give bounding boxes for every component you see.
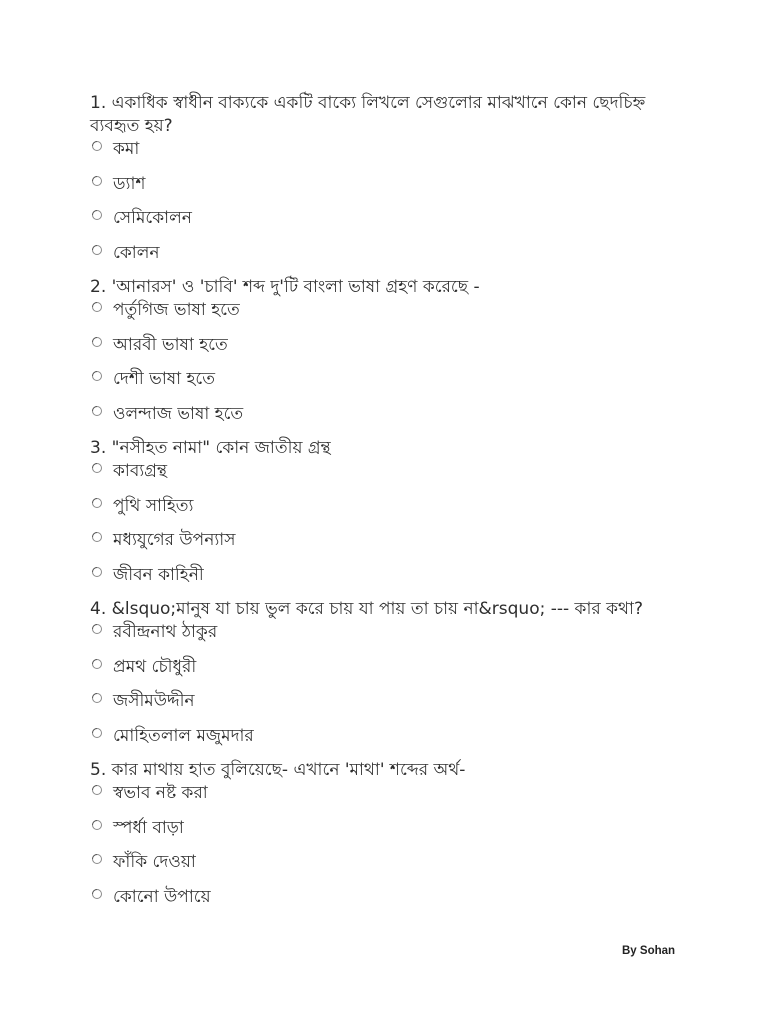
answer-option	[90, 173, 690, 196]
option-label: কাব্যগ্রন্থ	[113, 461, 167, 481]
radio-circle-icon	[92, 854, 102, 864]
author-credit: By Sohan	[622, 945, 676, 957]
radio-circle-icon	[92, 820, 102, 830]
answer-option	[90, 782, 690, 805]
question-3	[90, 437, 690, 587]
question-2	[90, 276, 690, 426]
question-text: 5. কার মাথায় হাত বুলিয়েছে- এখানে 'মাথা' শব্দের অর্থ-	[90, 760, 466, 780]
radio-circle-icon	[92, 463, 102, 473]
answer-option	[90, 690, 690, 713]
option-label: পুথি সাহিত্য	[113, 495, 194, 516]
question-4	[90, 598, 690, 748]
option-label: ড্যাশ	[113, 173, 146, 194]
radio-circle-icon	[92, 302, 102, 312]
radio-circle-icon	[92, 498, 102, 508]
question-text: 1. একাধিক স্বাধীন বাক্যকে একটি বাক্যে লিখলে সেগুলোর মাঝখানে কোন ছেদচিহ্ন ব্যবহৃত হয়?	[90, 93, 646, 136]
option-label: স্বভাব নষ্ট করা	[113, 783, 208, 803]
radio-circle-icon	[92, 141, 102, 151]
radio-circle-icon	[92, 889, 102, 899]
answer-option	[90, 621, 690, 644]
radio-circle-icon	[92, 406, 102, 416]
question-text: 4. &lsquo;মানুষ যা চায় ভুল করে চায় যা পায় তা চায় না&rsquo; --- কার কথা?	[90, 599, 643, 619]
question-1	[90, 92, 690, 265]
option-label: রবীন্দ্রনাথ ঠাকুর	[113, 622, 218, 642]
radio-circle-icon	[92, 728, 102, 738]
option-label: মধ্যযুগের উপন্যাস	[113, 530, 236, 550]
option-label: স্পর্ধা বাড়া	[113, 817, 184, 838]
answer-option	[90, 564, 690, 587]
radio-circle-icon	[92, 337, 102, 347]
option-label: পর্তুগিজ ভাষা হতে	[113, 300, 240, 320]
radio-circle-icon	[92, 532, 102, 542]
option-label: সেমিকোলন	[113, 208, 192, 228]
answer-option	[90, 460, 690, 483]
radio-circle-icon	[92, 567, 102, 577]
quiz-list	[90, 92, 690, 909]
radio-circle-icon	[92, 176, 102, 186]
option-label: দেশী ভাষা হতে	[113, 369, 215, 389]
option-label: জসীমউদ্দীন	[113, 691, 195, 711]
answer-option	[90, 207, 690, 230]
answer-option	[90, 725, 690, 748]
option-label: জীবন কাহিনী	[113, 564, 204, 585]
option-label: কমা	[113, 139, 140, 159]
question-text: 2. 'আনারস' ও 'চাবি' শব্দ দু'টি বাংলা ভাষা গ্রহণ করেছে -	[90, 277, 480, 297]
radio-circle-icon	[92, 210, 102, 220]
radio-circle-icon	[92, 245, 102, 255]
question-5	[90, 759, 690, 909]
answer-option	[90, 886, 690, 909]
option-label: মোহিতলাল মজুমদার	[113, 725, 254, 746]
question-text: 3. "নসীহত নামা" কোন জাতীয় গ্রন্থ	[90, 438, 331, 458]
option-label: কোলন	[113, 242, 160, 263]
answer-option	[90, 656, 690, 679]
answer-option	[90, 299, 690, 322]
answer-option	[90, 495, 690, 518]
option-label: ওলন্দাজ ভাষা হতে	[113, 403, 244, 424]
radio-circle-icon	[92, 785, 102, 795]
answer-option	[90, 403, 690, 426]
radio-circle-icon	[92, 371, 102, 381]
option-label: কোনো উপায়ে	[113, 886, 211, 907]
option-label: প্রমথ চৌধুরী	[113, 656, 197, 677]
radio-circle-icon	[92, 624, 102, 634]
answer-option	[90, 851, 690, 874]
answer-option	[90, 368, 690, 391]
answer-option	[90, 529, 690, 552]
option-label: আরবী ভাষা হতে	[113, 334, 228, 355]
answer-option	[90, 242, 690, 265]
answer-option	[90, 817, 690, 840]
answer-option	[90, 334, 690, 357]
radio-circle-icon	[92, 659, 102, 669]
radio-circle-icon	[92, 693, 102, 703]
option-label: ফাঁকি দেওয়া	[113, 852, 196, 872]
answer-option	[90, 138, 690, 161]
